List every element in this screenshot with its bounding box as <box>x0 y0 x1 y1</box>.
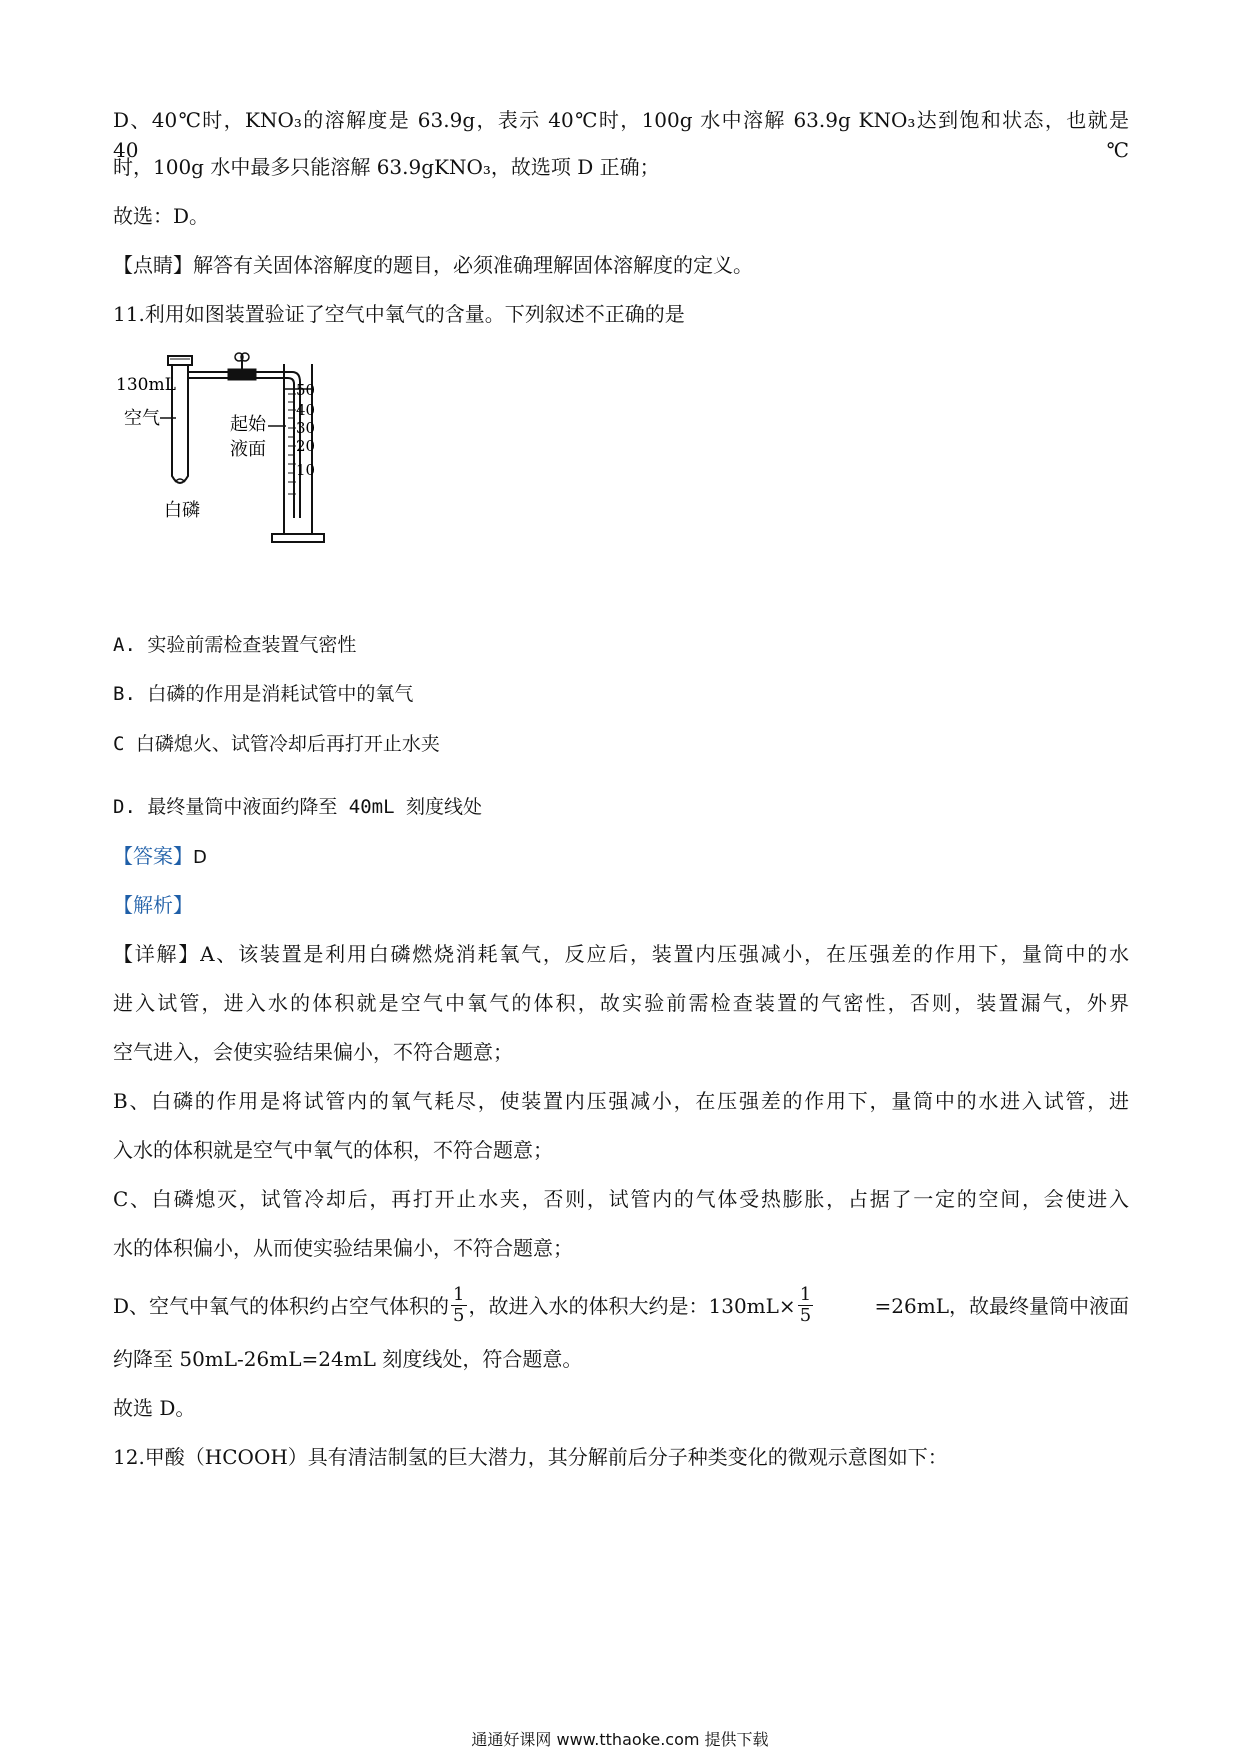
analysis-label: 【解析】 <box>113 893 193 917</box>
fraction-denominator: 5 <box>453 1305 465 1326</box>
detail-line: C、白磷熄灭，试管冷却后，再打开止水夹，否则，试管内的气体受热膨胀，占据了一定的空间，会使进入 <box>113 1187 1129 1211</box>
detail-text: =26mL，故最终量筒中液面 <box>874 1293 1129 1318</box>
scale-label-40: 40 <box>296 401 316 419</box>
tip-line: 【点睛】解答有关固体溶解度的题目，必须准确理解固体溶解度的定义。 <box>113 253 753 277</box>
question-11: 11.利用如图装置验证了空气中氧气的含量。下列叙述不正确的是 <box>113 302 685 326</box>
text-line: 故选：D。 <box>113 204 210 228</box>
start-level-label: 起始 <box>230 414 266 435</box>
text-line: D、40℃时，KNO₃的溶解度是 63.9g，表示 40℃时，100g 水中溶解 63.9g KNO₃达到饱和状态，也就是 40℃ <box>113 108 1129 162</box>
option-a: A. 实验前需检查装置气密性 <box>113 634 357 656</box>
phosphorus-label: 白磷 <box>164 500 200 521</box>
detail-line: 入水的体积就是空气中氧气的体积，不符合题意； <box>113 1138 553 1162</box>
scale-label-20: 20 <box>296 437 316 455</box>
air-label: 空气 <box>124 408 160 429</box>
scale-label-50: 50 <box>296 381 316 399</box>
experiment-apparatus-diagram <box>110 348 350 563</box>
fraction-numerator: 1 <box>453 1284 465 1305</box>
footer: 通通好课网 www.tthaoke.com 提供下载 <box>471 1730 769 1749</box>
fraction <box>451 1285 466 1326</box>
fraction <box>798 1285 813 1326</box>
question-12: 12.甲酸（HCOOH）具有清洁制氢的巨大潜力，其分解前后分子种类变化的微观示意图如下： <box>113 1445 948 1469</box>
conclusion-line: 故选 D。 <box>113 1396 196 1420</box>
answer-line <box>113 841 207 873</box>
scale-label-30: 30 <box>296 419 316 437</box>
fraction-numerator: 1 <box>799 1284 812 1305</box>
answer-value: D <box>193 847 207 868</box>
detail-line: 空气进入，会使实验结果偏小，不符合题意； <box>113 1040 513 1064</box>
detail-line: 进入试管，进入水的体积就是空气中氧气的体积，故实验前需检查装置的气密性，否则，装置漏气，外界 <box>113 991 1129 1015</box>
detail-line-d <box>113 1285 1129 1326</box>
detail-line: 约降至 50mL-26mL=24mL 刻度线处，符合题意。 <box>113 1347 583 1371</box>
answer-label: 【答案】 <box>113 844 193 868</box>
start-level-label: 液面 <box>230 439 266 460</box>
option-c: C 白磷熄火、试管冷却后再打开止水夹 <box>113 733 440 755</box>
fraction-denominator: 5 <box>799 1305 812 1326</box>
option-d: D. 最终量筒中液面约降至 40mL 刻度线处 <box>113 796 482 818</box>
detail-text: ，故进入水的体积大约是：130mL× <box>468 1293 796 1318</box>
volume-label: 130mL <box>116 375 176 395</box>
detail-line: 【详解】A、该装置是利用白磷燃烧消耗氧气，反应后，装置内压强减小，在压强差的作用下，量筒中的水 <box>113 942 1129 966</box>
detail-line: 水的体积偏小，从而使实验结果偏小，不符合题意； <box>113 1236 573 1260</box>
text-line: 时，100g 水中最多只能溶解 63.9gKNO₃，故选项 D 正确； <box>113 155 660 179</box>
detail-line: B、白磷的作用是将试管内的氧气耗尽，使装置内压强减小，在压强差的作用下，量筒中的水进入试管，进 <box>113 1089 1129 1113</box>
option-b: B. 白磷的作用是消耗试管中的氧气 <box>113 683 414 705</box>
clamp <box>228 353 256 380</box>
scale-label-10: 10 <box>296 461 316 479</box>
detail-text: D、空气中氧气的体积约占空气体积的 <box>113 1293 450 1318</box>
